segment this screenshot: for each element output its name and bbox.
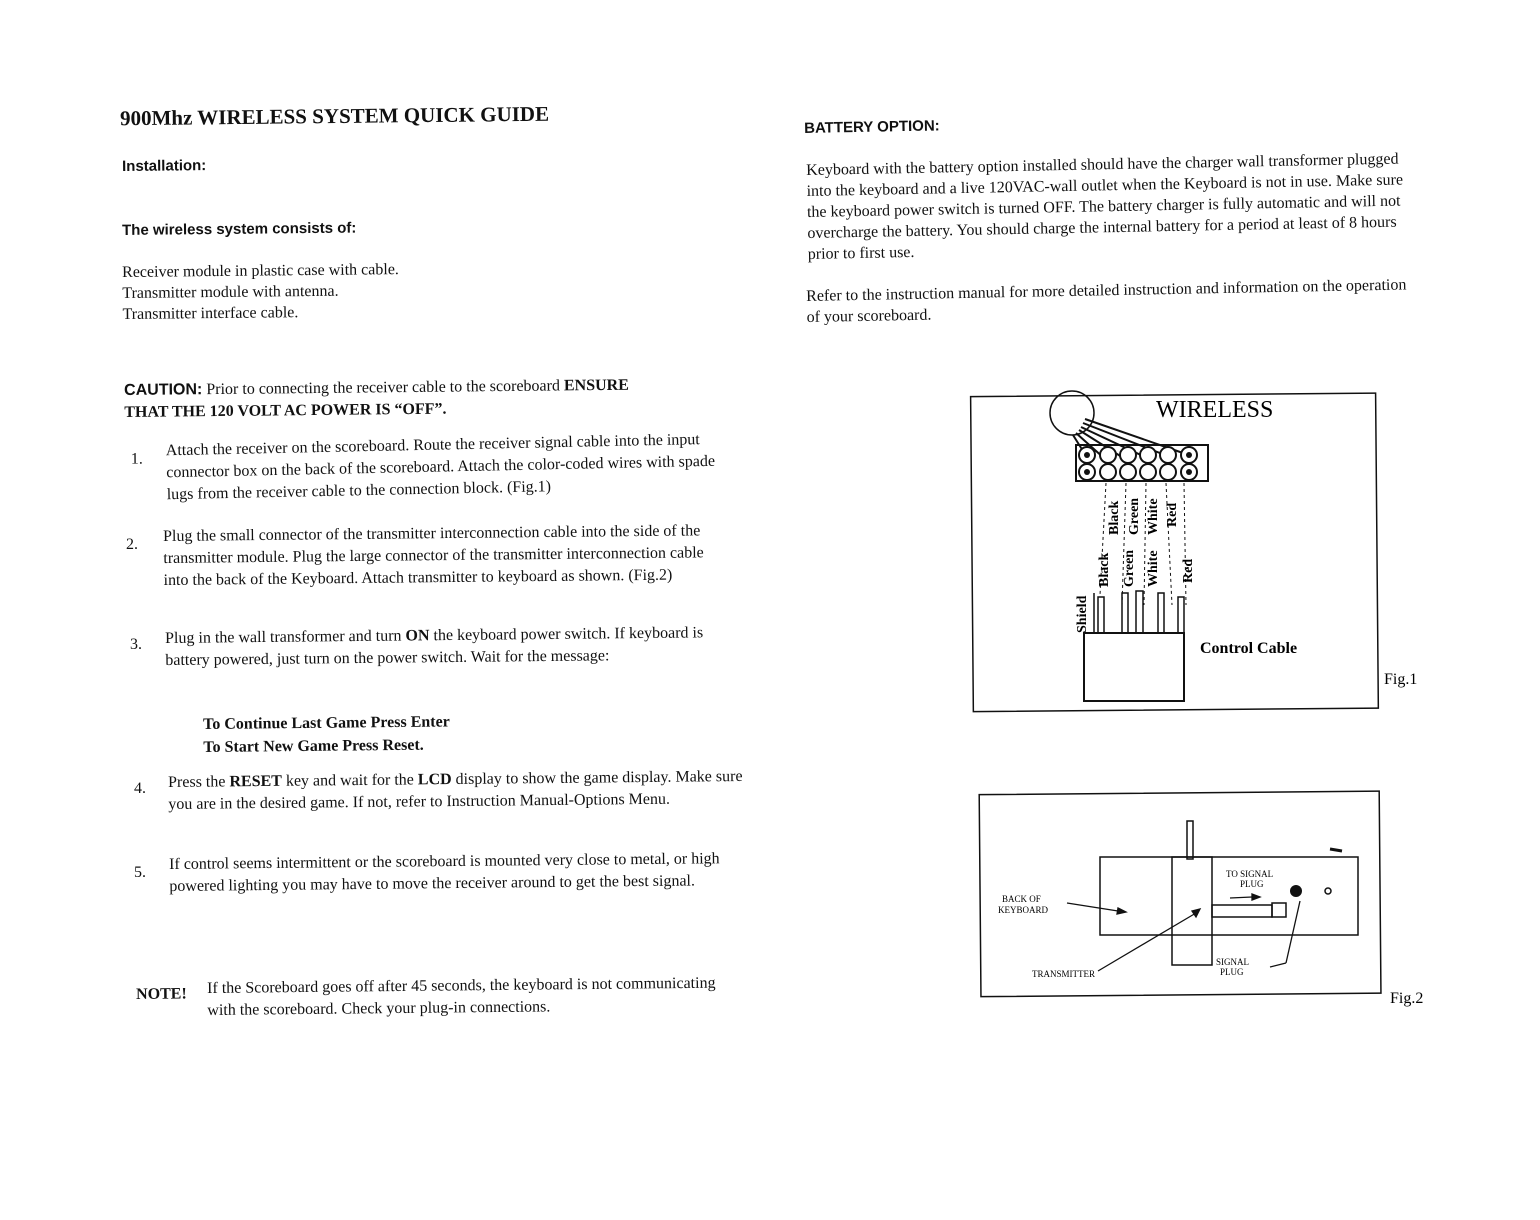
fig2-keyboard-diagram (970, 785, 1440, 1020)
battery-heading: BATTERY OPTION: (804, 117, 940, 137)
fig1-wiring-diagram (960, 375, 1440, 720)
step-text: Plug in the wall transformer and turn ON the keyboard power switch. If keyboard is battery powered, just turn on the power switch. Wait for the message: (165, 624, 704, 669)
caution-bold-line: THAT THE 120 VOLT AC POWER IS “OFF”. (124, 400, 447, 421)
back-of-keyboard-label: BACK OF (1002, 894, 1041, 904)
step-text: Attach the receiver on the scoreboard. Route the receiver signal cable into the input connector box on the back of the scoreboard. Attach the color-coded wires with spade lugs from the receiver cable to the connection block. (Fig.1) (165, 431, 716, 504)
wire-label-white: White (1146, 498, 1161, 535)
signal-connector (1290, 885, 1302, 897)
on-keyword: ON (405, 627, 430, 645)
step-number: 5. (134, 864, 146, 881)
wire-label-black: Black (1097, 552, 1112, 587)
list-item: Transmitter interface cable. (122, 304, 299, 323)
note-text: If the Scoreboard goes off after 45 seconds, the keyboard is not communicating with the scoreboard. Check your plug-in connections. (207, 974, 716, 1019)
list-item: Transmitter module with antenna. (122, 282, 339, 302)
step-number: 1. (130, 450, 143, 468)
caution-ensure: ENSURE (563, 376, 629, 395)
svg-text:PLUG: PLUG (1240, 879, 1264, 889)
step-number: 3. (130, 636, 142, 653)
caution-label: CAUTION: (124, 381, 203, 399)
svg-text:PLUG: PLUG (1220, 967, 1244, 977)
wire-label-green: Green (1122, 549, 1137, 587)
svg-text:KEYBOARD: KEYBOARD (998, 905, 1049, 915)
message-line: To Start New Game Press Reset. (203, 736, 424, 756)
consists-heading: The wireless system consists of: (122, 219, 357, 239)
reset-keyword: RESET (229, 772, 282, 791)
wire-label-white: White (1146, 550, 1161, 587)
fig2-caption: Fig.2 (1390, 990, 1424, 1007)
message-box (203, 710, 450, 759)
wire-label-black: Black (1107, 500, 1122, 535)
transmitter-label: TRANSMITTER (1032, 969, 1095, 979)
lcd-keyword: LCD (417, 771, 452, 789)
step-text: Plug the small connector of the transmitter interconnection cable into the side of the transmitter module. Plug the large connector of the transmitter interconnection cable into the back of the Keyboard. Attach transmitter to keyboard as shown. (Fig.2) (163, 522, 704, 589)
antenna (1187, 821, 1193, 859)
receiver-icon (1050, 391, 1094, 435)
message-line: To Continue Last Game Press Enter (203, 713, 450, 733)
step-number: 4. (134, 780, 146, 797)
step-number: 2. (126, 536, 138, 553)
control-cable-box (1084, 633, 1184, 701)
refer-text: Refer to the instruction manual for more detailed instruction and information on the operation of your scoreboard. (806, 276, 1407, 326)
fig1-caption: Fig.1 (1384, 671, 1418, 688)
battery-text: Keyboard with the battery option installed should have the charger wall transformer plugged into the keyboard and a live 120VAC-wall outlet when the Keyboard is not in use. Make sure the keyboard power switch is turned OFF. The battery charger is fully automatic and will not overcharge the battery. You should charge the internal battery for a period at least of 8 hours prior to first use. (806, 150, 1404, 263)
caution-block (124, 375, 629, 424)
to-signal-plug-label: TO SIGNAL (1226, 869, 1274, 879)
installation-heading: Installation: (122, 157, 207, 175)
note-label: NOTE! (136, 985, 187, 1003)
wire-label-shield: Shield (1075, 595, 1090, 633)
caution-text: Prior to connecting the receiver cable to the scoreboard (206, 377, 561, 399)
step-text: Press the RESET key and wait for the LCD display to show the game display. Make sure you are in the desired game. If not, refer to Instruction Manual-Options Menu. (168, 767, 743, 813)
signal-plug-label: SIGNAL (1216, 957, 1249, 967)
list-item: Receiver module in plastic case with cable. (122, 261, 399, 281)
page-title: 900Mhz WIRELESS SYSTEM QUICK GUIDE (119, 101, 550, 131)
wire-label-red: Red (1181, 558, 1196, 583)
fig1-title: WIRELESS (1156, 397, 1274, 423)
wire-label-red: Red (1165, 502, 1180, 527)
wire-label-green: Green (1127, 497, 1142, 535)
control-cable-label: Control Cable (1200, 640, 1298, 657)
components-list (122, 259, 399, 325)
step-text: If control seems intermittent or the scoreboard is mounted very close to metal, or high powered lighting you may have to move the receiver around to get the best signal. (169, 850, 720, 895)
